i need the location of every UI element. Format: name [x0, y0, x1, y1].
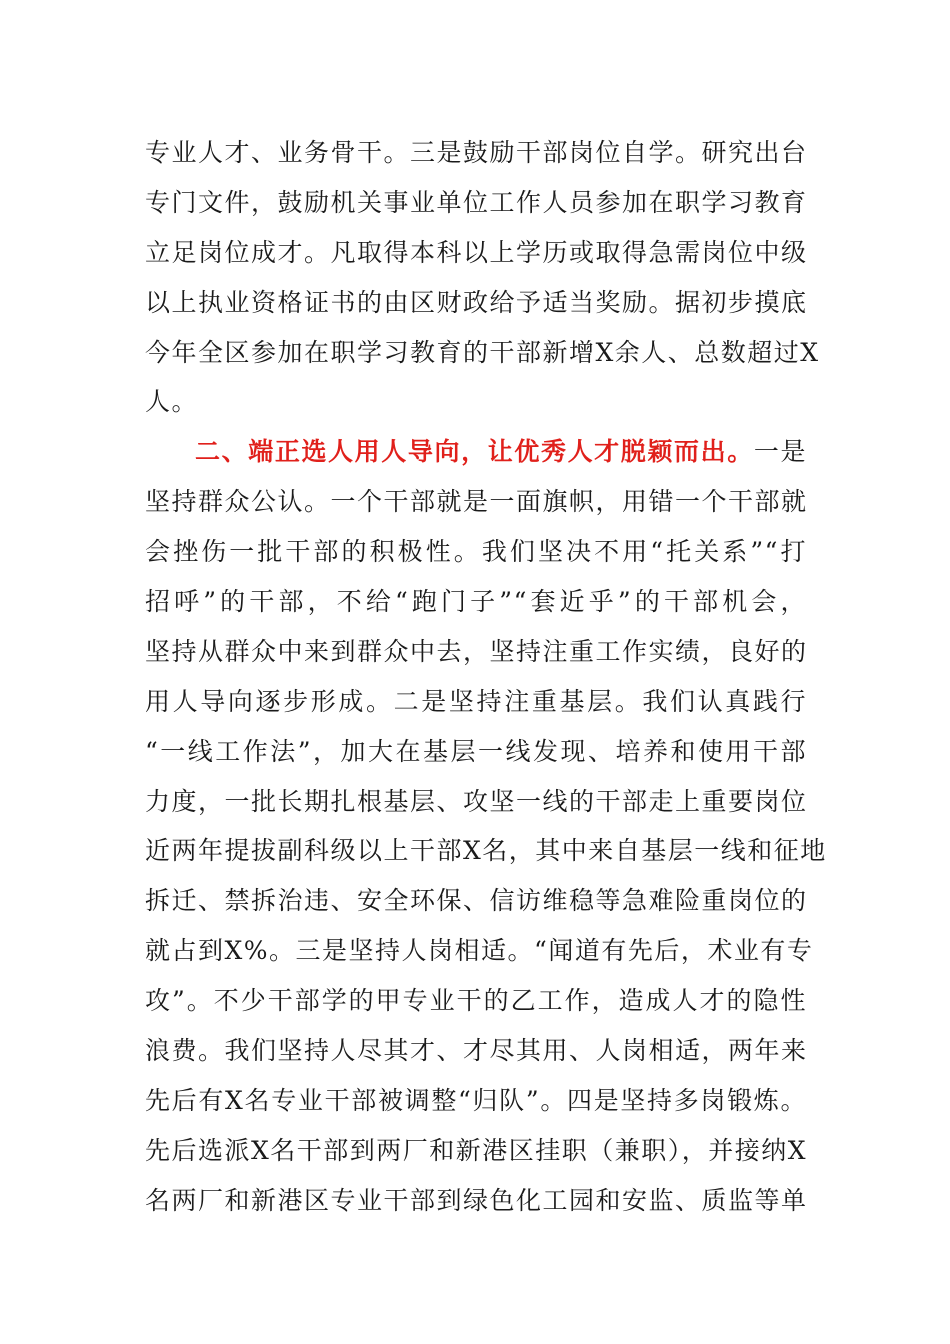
paragraph-2-line: 近两年提拔副科级以上干部X名，其中来自基层一线和征地: [145, 836, 827, 866]
section-2-heading: 二、端正选人用人导向，让优秀人才脱颖而出。: [195, 437, 754, 467]
paragraph-2-line: 先后有X名专业干部被调整“归队”。四是坚持多岗锻炼。: [145, 1085, 807, 1115]
paragraph-2-line: 会挫伤一批干部的积极性。我们坚决不用“托关系”“打: [145, 537, 807, 567]
paragraph-2-line: “一线工作法”，加大在基层一线发现、培养和使用干部: [145, 736, 807, 766]
paragraph-2-line: 坚持群众公认。一个干部就是一面旗帜，用错一个干部就: [145, 487, 808, 517]
section-2-first-line: [145, 427, 807, 477]
section-2-first-line-rest: 一是: [753, 437, 807, 467]
paragraph-2-line: 先后选派X名干部到两厂和新港区挂职（兼职），并接纳X: [145, 1135, 808, 1165]
paragraph-1-line: 以上执业资格证书的由区财政给予适当奖励。据初步摸底: [145, 287, 808, 317]
paragraph-2-line: 力度，一批长期扎根基层、攻坚一线的干部走上重要岗位: [145, 786, 808, 816]
paragraph-1-line: 今年全区参加在职学习教育的干部新增X余人、总数超过X: [145, 337, 820, 367]
paragraph-1-line: 专门文件，鼓励机关事业单位工作人员参加在职学习教育: [145, 187, 808, 217]
document-body: [145, 128, 827, 1226]
paragraph-2-line: 名两厂和新港区专业干部到绿色化工园和安监、质监等单: [145, 1185, 808, 1215]
paragraph-1-line: 立足岗位成才。凡取得本科以上学历或取得急需岗位中级: [145, 237, 808, 267]
paragraph-2-line: 招呼”的干部，不给“跑门子”“套近乎”的干部机会，: [145, 587, 807, 617]
paragraph-2-line: 攻”。不少干部学的甲专业干的乙工作，造成人才的隐性: [145, 986, 807, 1016]
paragraph-2-line: 就占到X%。三是坚持人岗相适。“闻道有先后，术业有专: [145, 936, 814, 966]
paragraph-2-line: 用人导向逐步形成。二是坚持注重基层。我们认真践行: [145, 686, 807, 716]
paragraph-1-line: 专业人才、业务骨干。三是鼓励干部岗位自学。研究出台: [145, 138, 808, 167]
paragraph-2-line: 拆迁、禁拆治违、安全环保、信访维稳等急难险重岗位的: [145, 886, 808, 916]
paragraph-2-line: 坚持从群众中来到群众中去，坚持注重工作实绩，良好的: [145, 636, 808, 666]
paragraph-1-line: 人。: [145, 387, 199, 417]
paragraph-2-line: 浪费。我们坚持人尽其才、才尽其用、人岗相适，两年来: [145, 1036, 808, 1066]
